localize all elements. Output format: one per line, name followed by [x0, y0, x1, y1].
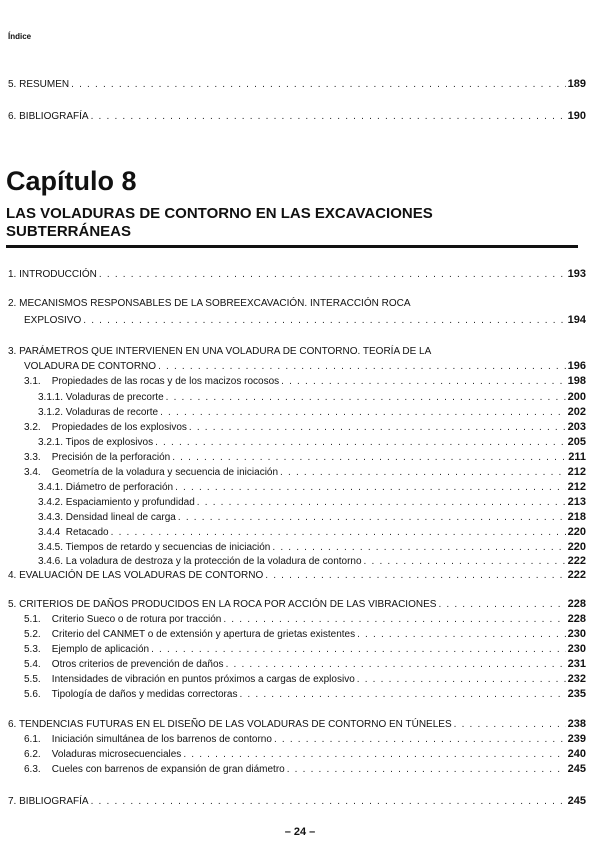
toc-entry-page: 198 [567, 375, 586, 387]
toc-entry-page: 193 [567, 268, 586, 280]
toc-entry-label: 5.4. Otros criterios de prevención de daños [24, 659, 224, 670]
toc-leader-dots [197, 497, 566, 509]
toc-entry [8, 268, 586, 281]
toc-leader-dots [83, 315, 565, 327]
toc-leader-dots [151, 644, 566, 656]
toc-entry-label: VOLADURA DE CONTORNO [24, 361, 157, 372]
toc-leader-dots [99, 269, 566, 281]
toc-entry-label: 3.4.1. Diámetro de perforación [38, 482, 174, 493]
toc-entry-label: 5.3. Ejemplo de aplicación [24, 644, 150, 655]
toc-entry-label: 3.4.5. Tiempos de retardo y secuencias de iniciación [38, 542, 271, 553]
toc-entry-label: 6. BIBLIOGRAFÍA [8, 111, 89, 122]
toc-leader-dots [226, 659, 566, 671]
toc-entry [24, 451, 586, 464]
chapter-heading: Capítulo 8 [6, 166, 137, 196]
toc-leader-dots [172, 452, 566, 464]
toc-entry-page: 235 [567, 688, 586, 700]
toc-entry-page: 238 [567, 718, 586, 730]
toc-leader-dots [357, 629, 566, 641]
toc-entry-page: 196 [567, 360, 586, 372]
toc-entry-label: 3.4.4 Retacado [38, 527, 109, 538]
toc-entry-page: 232 [567, 673, 586, 685]
toc-entry-page: 205 [567, 436, 586, 448]
toc-entry [38, 496, 586, 509]
toc-entry [38, 436, 586, 449]
toc-entry-label: 6. TENDENCIAS FUTURAS EN EL DISEÑO DE LAS VOLADURAS DE CONTORNO EN TÚNELES [8, 719, 452, 730]
toc-leader-dots [454, 719, 566, 731]
toc-entry [38, 555, 586, 568]
toc-entry-label: 3.1.1. Voladuras de precorte [38, 392, 164, 403]
toc-leader-dots [71, 79, 566, 91]
toc-entry [8, 110, 586, 123]
toc-entry-label: 1. INTRODUCCIÓN [8, 269, 97, 280]
toc-entry-label: 7. BIBLIOGRAFÍA [8, 796, 89, 807]
toc-leader-dots [272, 542, 565, 554]
toc-entry-page: 240 [567, 748, 586, 760]
toc-entry-label: 3.4. Geometría de la voladura y secuencia de iniciación [24, 467, 279, 478]
toc-entry [38, 391, 586, 404]
toc-entry-page: 245 [567, 795, 586, 807]
toc-entry [38, 511, 586, 524]
toc-entry-page: 222 [567, 569, 586, 581]
toc-entry-page: 228 [567, 613, 586, 625]
toc-entry-label: 6.3. Cueles con barrenos de expansión de gran diámetro [24, 764, 285, 775]
toc-leader-dots [281, 376, 566, 388]
toc-entry-page: 222 [567, 555, 586, 567]
page-number: – 24 – [284, 826, 316, 838]
toc-entry [24, 748, 586, 761]
toc-leader-dots [111, 527, 566, 539]
toc-entry-page: 202 [567, 406, 586, 418]
toc-leader-dots [160, 407, 566, 419]
toc-entry-label: 3.1.2. Voladuras de recorte [38, 407, 159, 418]
toc-entry-label: 5.2. Criterio del CANMET o de extensión y apertura de grietas existentes [24, 629, 356, 640]
toc-leader-dots [239, 689, 565, 701]
toc-leader-dots [274, 734, 566, 746]
toc-entry-page: 245 [567, 763, 586, 775]
toc-entry-page: 211 [568, 451, 586, 463]
toc-entry [8, 78, 586, 91]
toc-entry-page: 212 [567, 481, 586, 493]
toc-entry-page: 200 [567, 391, 586, 403]
toc-entry-page: 230 [567, 643, 586, 655]
toc-leader-dots [223, 614, 565, 626]
toc-entry [38, 481, 586, 494]
toc-entry [24, 643, 586, 656]
page-header: Índice [8, 32, 32, 41]
chapter-subtitle-line: LAS VOLADURAS DE CONTORNO EN LAS EXCAVACIONES [6, 205, 433, 222]
toc-entry [24, 673, 586, 686]
toc-entry [38, 406, 586, 419]
toc-entry-label: 3.4.2. Espaciamiento y profundidad [38, 497, 195, 508]
toc-leader-dots [175, 482, 566, 494]
toc-entry-label: 4. EVALUACIÓN DE LAS VOLADURAS DE CONTORNO [8, 570, 264, 581]
toc-leader-dots [155, 437, 566, 449]
toc-entry [24, 763, 586, 776]
toc-leader-dots [91, 796, 566, 808]
toc-entry-label: 5. RESUMEN [8, 79, 70, 90]
toc-entry-label: 6.1. Iniciación simultánea de los barrenos de contorno [24, 734, 272, 745]
toc-entry-page: 190 [567, 110, 586, 122]
toc-entry [24, 466, 586, 479]
toc-entry-label: 2. MECANISMOS RESPONSABLES DE LA SOBREEXCAVACIÓN. INTERACCIÓN ROCA [8, 298, 411, 309]
chapter-rule [6, 245, 578, 248]
toc-entry-page: 220 [567, 541, 586, 553]
toc-entry [24, 360, 586, 373]
toc-entry-label: 6.2. Voladuras microsecuenciales [24, 749, 182, 760]
toc-leader-dots [364, 556, 566, 568]
toc-entry-label: 3.4.3. Densidad lineal de carga [38, 512, 176, 523]
toc-entry [8, 795, 586, 808]
toc-entry-page: 239 [567, 733, 586, 745]
toc-entry-label: 3.3. Precisión de la perforación [24, 452, 171, 463]
toc-entry-page: 228 [567, 598, 586, 610]
toc-leader-dots [265, 570, 565, 582]
toc-entry [24, 733, 586, 746]
toc-entry [24, 421, 586, 434]
toc-entry-label: 5. CRITERIOS DE DAÑOS PRODUCIDOS EN LA ROCA POR ACCIÓN DE LAS VIBRACIONES [8, 599, 437, 610]
toc-leader-dots [438, 599, 565, 611]
toc-entry-page: 212 [567, 466, 586, 478]
toc-entry [38, 526, 586, 539]
toc-entry-page: 220 [567, 526, 586, 538]
toc-leader-dots [189, 422, 566, 434]
toc-entry [24, 375, 586, 388]
toc-entry-page: 218 [567, 511, 586, 523]
toc-entry-label: 3.2. Propiedades de los explosivos [24, 422, 187, 433]
toc-entry [24, 658, 586, 671]
toc-entry [24, 628, 586, 641]
toc-leader-dots [91, 111, 566, 123]
toc-entry [24, 688, 586, 701]
toc-leader-dots [166, 392, 566, 404]
toc-leader-dots [178, 512, 566, 524]
toc-entry-label: 3.1. Propiedades de las rocas y de los macizos rocosos [24, 376, 280, 387]
toc-entry [38, 541, 586, 554]
toc-leader-dots [158, 361, 566, 373]
chapter-subtitle-line: SUBTERRÁNEAS [6, 223, 132, 240]
toc-leader-dots [357, 674, 566, 686]
toc-entry [8, 569, 586, 582]
chapter-subtitle [6, 205, 433, 241]
toc-entry [24, 613, 586, 626]
toc-entry-label: 3.2.1. Tipos de explosivos [38, 437, 154, 448]
toc-entry [8, 598, 586, 611]
toc-entry-label: 3.4.6. La voladura de destroza y la protección de la voladura de contorno [38, 556, 362, 567]
toc-entry-page: 194 [567, 314, 586, 326]
toc-leader-dots [280, 467, 566, 479]
toc-entry-page: 203 [567, 421, 586, 433]
toc-entry-label: 5.6. Tipología de daños y medidas correctoras [24, 689, 238, 700]
toc-entry-label: 5.5. Intensidades de vibración en puntos próximos a cargas de explosivo [24, 674, 355, 685]
toc-entry-page: 189 [567, 78, 586, 90]
toc-entry [8, 718, 586, 731]
toc-leader-dots [183, 749, 565, 761]
toc-entry [24, 314, 586, 327]
toc-entry-page: 231 [567, 658, 586, 670]
toc-entry-page: 213 [567, 496, 586, 508]
toc-entry-label: EXPLOSIVO [24, 315, 82, 326]
toc-entry-page: 230 [567, 628, 586, 640]
toc-entry-label: 3. PARÁMETROS QUE INTERVIENEN EN UNA VOLADURA DE CONTORNO. TEORÍA DE LA [8, 346, 432, 357]
toc-entry-label: 5.1. Criterio Sueco o de rotura por tracción [24, 614, 222, 625]
toc-leader-dots [287, 764, 566, 776]
